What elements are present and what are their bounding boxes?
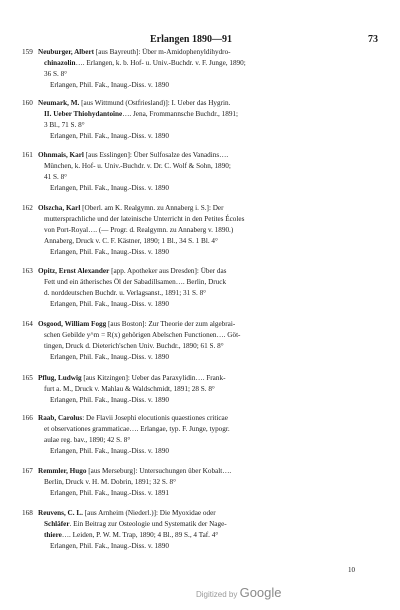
entry-text: Erlangen, Phil. Fak., Inaug.-Diss. v. 1890 xyxy=(50,542,169,550)
entry-text: . Ein Beitrag zur Osteologie und Systematik der Nage- xyxy=(69,520,227,528)
entry-line xyxy=(38,120,386,131)
entry-text: Erlangen, Phil. Fak., Inaug.-Diss. v. 1890 xyxy=(50,396,169,404)
entry-line xyxy=(38,131,386,142)
entry-line xyxy=(38,203,386,214)
entry-bold-text: Raab, Carolus xyxy=(38,414,83,422)
entry-text: Erlangen, Phil. Fak., Inaug.-Diss. v. 1890 xyxy=(50,184,169,192)
entry-body xyxy=(38,266,386,310)
entry-number: 163 xyxy=(22,267,33,275)
entry-body xyxy=(38,508,386,552)
entry-line xyxy=(38,530,386,541)
bibliography-entry xyxy=(22,203,386,258)
entry-text: München, k. Hof- u. Univ.-Buchdr. v. Dr. C. Wolf & Sohn, 1890; xyxy=(44,162,231,170)
entry-line xyxy=(38,341,386,352)
entry-line xyxy=(38,58,386,69)
entry-number: 165 xyxy=(22,374,33,382)
page-number: 73 xyxy=(368,34,378,45)
entry-line xyxy=(38,435,386,446)
entry-text: [aus Bayreuth]: Über m-Amidophenyldihydro- xyxy=(94,48,231,56)
entry-text: Erlangen, Phil. Fak., Inaug.-Diss. v. 1890 xyxy=(50,353,169,361)
entry-body xyxy=(38,319,386,363)
entry-text: Fett und ein ätherisches Öl der Sabadillsamen…. Berlin, Druck xyxy=(44,278,227,286)
entry-line xyxy=(38,519,386,530)
entry-body xyxy=(38,150,386,194)
digitized-by-text: Digitized by xyxy=(196,590,238,599)
entry-line xyxy=(38,508,386,519)
entry-line xyxy=(38,424,386,435)
entry-body xyxy=(38,47,386,91)
entry-bold-text: Osgood, William Fogg xyxy=(38,320,107,328)
entry-line xyxy=(38,413,386,424)
entry-line xyxy=(38,266,386,277)
bibliography-entry xyxy=(22,373,386,406)
entry-text: Berlin, Druck v. H. M. Dobrin, 1891; 32 S. 8° xyxy=(44,478,176,486)
entry-line xyxy=(38,277,386,288)
entry-text: 36 S. 8° xyxy=(44,70,68,78)
entry-text: …. Erlangen, k. b. Hof- u. Univ.-Buchdr. v. F. Junge, 1890; xyxy=(75,59,246,67)
entry-text: et observationes grammaticae…. Erlangae, typ. F. Junge, typogr. xyxy=(44,425,230,433)
entry-line xyxy=(38,69,386,80)
entry-line xyxy=(38,247,386,258)
entry-line xyxy=(38,172,386,183)
entry-text: Erlangen, Phil. Fak., Inaug.-Diss. v. 1890 xyxy=(50,447,169,455)
entry-text: Erlangen, Phil. Fak., Inaug.-Diss. v. 1890 xyxy=(50,300,169,308)
entry-text: schen Gebilde y^m = R(x) gehörigen Abelschen Functionen…. Göt- xyxy=(44,331,241,339)
entry-text: …. Jena, Frommannsche Buchdr., 1891; xyxy=(122,110,239,118)
bibliography-entry xyxy=(22,47,386,91)
header-title: Erlangen 1890—91 xyxy=(150,34,232,45)
entry-line xyxy=(38,384,386,395)
entry-text: Annaberg, Druck v. C. F. Kästner, 1890; 1 Bl., 34 S. 1 Bl. 4° xyxy=(44,237,218,245)
entry-number: 168 xyxy=(22,509,33,517)
entry-text: [aus Wittmund (Ostfriesland)]: I. Ueber das Hygrin. xyxy=(79,99,231,107)
entry-bold-text: Opitz, Ernst Alexander xyxy=(38,267,110,275)
entry-bold-text: Schläfer xyxy=(44,520,70,528)
entry-line xyxy=(38,352,386,363)
entry-text: Erlangen, Phil. Fak., Inaug.-Diss. v. 1890 xyxy=(50,248,169,256)
entry-text: tingen, Druck d. Dieterich'schen Univ. Buchdr., 1890; 61 S. 8° xyxy=(44,342,224,350)
entry-line xyxy=(38,319,386,330)
entry-bold-text: thiere xyxy=(44,531,62,539)
signature-mark: 10 xyxy=(348,566,355,574)
entry-text: [aus Esslingen]: Über Sulfosalze des Vanadins…. xyxy=(83,151,229,159)
bibliography-entry xyxy=(22,98,386,142)
entry-line xyxy=(38,109,386,120)
entry-text: Erlangen, Phil. Fak., Inaug.-Diss. v. 1891 xyxy=(50,489,169,497)
entry-body xyxy=(38,98,386,142)
entry-number: 160 xyxy=(22,99,33,107)
entry-number: 161 xyxy=(22,151,33,159)
entry-body xyxy=(38,466,386,499)
entry-line xyxy=(38,466,386,477)
entry-text: 3 Bl., 71 S. 8° xyxy=(44,121,85,129)
entry-number: 166 xyxy=(22,414,33,422)
entry-text: [Oberl. am K. Realgymn. zu Annaberg i. S.]: Der xyxy=(80,204,224,212)
entry-text: Erlangen, Phil. Fak., Inaug.-Diss. v. 1890 xyxy=(50,132,169,140)
entry-text: …. Leiden, P. W. M. Trap, 1890; 4 Bl., 89 S., 4 Taf. 4° xyxy=(61,531,219,539)
entry-line xyxy=(38,225,386,236)
entry-body xyxy=(38,203,386,258)
entry-bold-text: Reuvens, C. L. xyxy=(38,509,83,517)
entry-line xyxy=(38,541,386,552)
entry-line xyxy=(38,477,386,488)
bibliography-entry xyxy=(22,150,386,194)
google-watermark xyxy=(196,585,282,600)
entry-bold-text: Neumark, M. xyxy=(38,99,80,107)
entry-line xyxy=(38,288,386,299)
entry-text: muttersprachliche und der lateinische Unterricht in den Petites Écoles xyxy=(44,215,245,223)
entry-number: 159 xyxy=(22,48,33,56)
entry-line xyxy=(38,330,386,341)
entry-line xyxy=(38,47,386,58)
bibliography-entry xyxy=(22,413,386,457)
entry-bold-text: Neuburger, Albert xyxy=(38,48,95,56)
entry-bold-text: II. Ueber Thiohydantoïne xyxy=(44,110,123,118)
entry-bold-text: Pflug, Ludwig xyxy=(38,374,82,382)
entry-bold-text: Olszcha, Karl xyxy=(38,204,81,212)
entry-body xyxy=(38,373,386,406)
entry-text: aulae reg. bav., 1890; 42 S. 8° xyxy=(44,436,131,444)
entry-text: [aus Arnheim (Niederl.)]: Die Myoxidae oder xyxy=(82,509,216,517)
entry-line xyxy=(38,373,386,384)
entry-line xyxy=(38,299,386,310)
entry-bold-text: Remmler, Hugo xyxy=(38,467,87,475)
entry-text: furt a. M., Druck v. Mahlau & Waldschmidt, 1891; 28 S. 8° xyxy=(44,385,215,393)
entry-body xyxy=(38,413,386,457)
entry-line xyxy=(38,183,386,194)
entry-number: 167 xyxy=(22,467,33,475)
entry-text: [aus Kitzingen]: Ueber das Paraxylidin…. Frank- xyxy=(81,374,226,382)
entry-text: [aus Merseburg]: Untersuchungen über Kobalt…. xyxy=(86,467,232,475)
entry-text: 41 S. 8° xyxy=(44,173,68,181)
bibliography-entry xyxy=(22,319,386,363)
entry-line xyxy=(38,446,386,457)
bibliography-entry xyxy=(22,466,386,499)
entry-line xyxy=(38,161,386,172)
entry-text: [app. Apotheker aus Dresden]: Über das xyxy=(109,267,227,275)
entry-bold-text: Ohnmais, Karl xyxy=(38,151,84,159)
entry-text: [aus Boston]: Zur Theorie der zum algebrai- xyxy=(106,320,236,328)
entry-text: Erlangen, Phil. Fak., Inaug.-Diss. v. 1890 xyxy=(50,81,169,89)
entry-text: von Port-Royal…. (— Progr. d. Realgymn. zu Annaberg v. 1890.) xyxy=(44,226,234,234)
entry-line xyxy=(38,150,386,161)
entry-line xyxy=(38,395,386,406)
entry-line xyxy=(38,214,386,225)
entry-line xyxy=(38,80,386,91)
entry-line xyxy=(38,236,386,247)
bibliography-entry xyxy=(22,266,386,310)
entry-line xyxy=(38,488,386,499)
entry-number: 162 xyxy=(22,204,33,212)
entry-bold-text: chinazolin xyxy=(44,59,76,67)
entry-line xyxy=(38,98,386,109)
entry-text: : De Flavii Josephi elocutionis quaestiones criticae xyxy=(82,414,228,422)
entry-text: d. norddeutschen Buchdr. u. Verlagsanst., 1891; 31 S. 8° xyxy=(44,289,207,297)
google-logo: Google xyxy=(239,585,282,600)
entry-number: 164 xyxy=(22,320,33,328)
bibliography-entry xyxy=(22,508,386,552)
